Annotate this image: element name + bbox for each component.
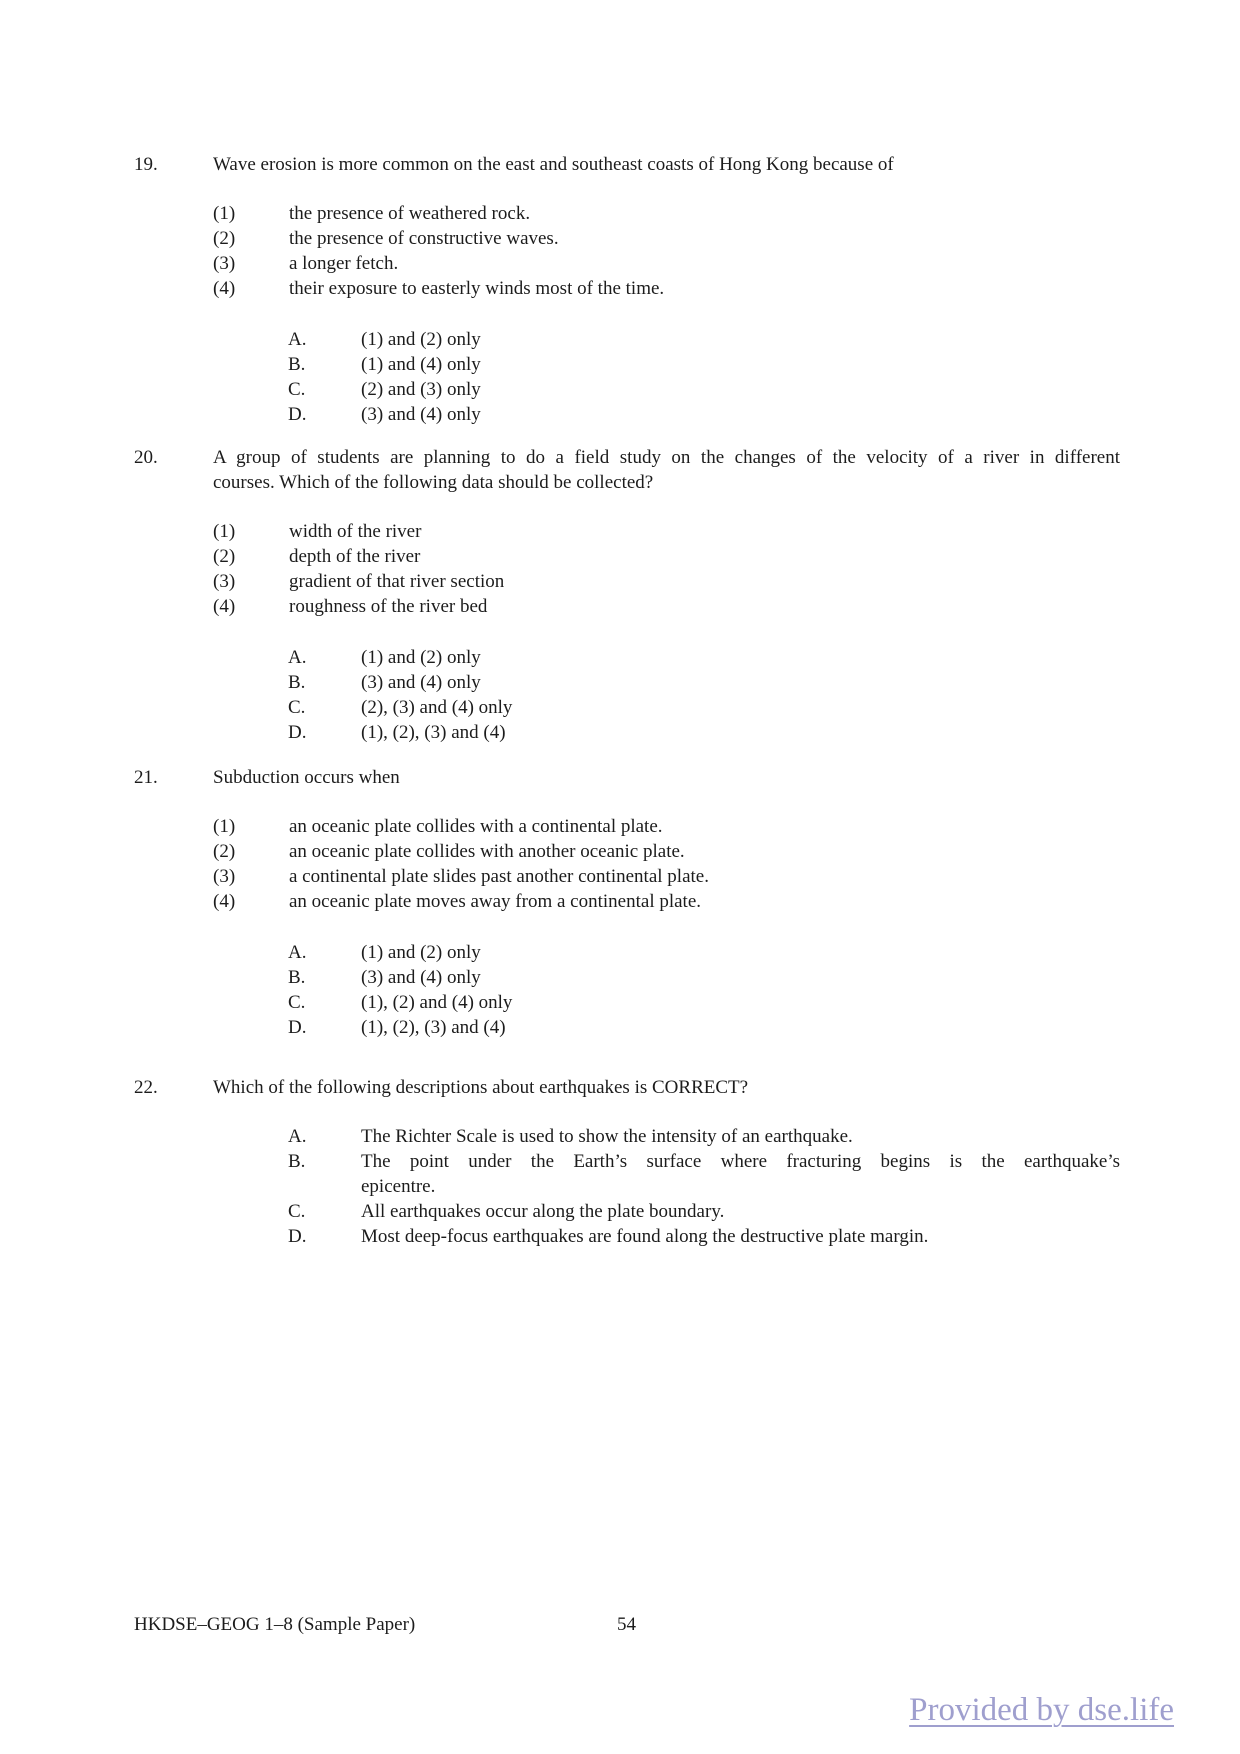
choice-letter: D. (288, 1017, 307, 1038)
option-item (213, 594, 1120, 619)
choice-row (288, 327, 1120, 352)
choice-row (288, 645, 1120, 670)
choice-text: (1) and (2) only (361, 647, 481, 668)
choice-letter: B. (288, 1151, 306, 1172)
choice-letter: D. (288, 404, 307, 425)
choice-row (288, 377, 1120, 402)
choice-letter: C. (288, 697, 306, 718)
choice-row (288, 670, 1120, 695)
option-text: the presence of constructive waves. (289, 228, 559, 249)
choice-row (288, 965, 1120, 990)
question-number: 20. (134, 447, 158, 468)
option-text: their exposure to easterly winds most of the time. (289, 278, 665, 299)
option-number: (2) (213, 228, 236, 249)
option-text: roughness of the river bed (289, 596, 488, 617)
option-item (213, 226, 1120, 251)
question-19 (134, 152, 1120, 427)
choice-row (288, 1199, 1120, 1224)
choice-letter: C. (288, 992, 306, 1013)
option-list (134, 814, 1120, 914)
option-text: an oceanic plate moves away from a continental plate. (289, 891, 702, 912)
question-number: 21. (134, 767, 158, 788)
choice-row (288, 1124, 1120, 1149)
choice-text: (2), (3) and (4) only (361, 697, 513, 718)
option-number: (4) (213, 596, 236, 617)
choice-text (361, 1149, 1120, 1199)
choice-row (288, 1149, 1120, 1199)
option-item (213, 839, 1120, 864)
choice-row (288, 940, 1120, 965)
choice-row (288, 352, 1120, 377)
option-item (213, 569, 1120, 594)
choice-text: (1), (2) and (4) only (361, 992, 513, 1013)
option-item (213, 864, 1120, 889)
choice-text-line: epicentre. (361, 1176, 436, 1197)
choice-letter: C. (288, 1201, 306, 1222)
choice-row (288, 720, 1120, 745)
option-number: (3) (213, 866, 236, 887)
choice-letter: D. (288, 1226, 307, 1247)
stem-line: A group of students are planning to do a field study on the changes of the velocity of a river in different (213, 447, 1120, 468)
choice-list (134, 940, 1120, 1040)
choice-letter: B. (288, 354, 306, 375)
choice-text: (1) and (2) only (361, 329, 481, 350)
choice-text: All earthquakes occur along the plate boundary. (361, 1201, 725, 1222)
option-number: (1) (213, 203, 236, 224)
option-number: (4) (213, 278, 236, 299)
question-stem: Subduction occurs when (213, 767, 400, 788)
choice-letter: A. (288, 647, 307, 668)
page-footer (134, 1612, 1120, 1637)
option-text: width of the river (289, 521, 422, 542)
option-item (213, 251, 1120, 276)
choice-text: (3) and (4) only (361, 967, 481, 988)
choice-list (134, 645, 1120, 745)
choice-letter: B. (288, 967, 306, 988)
choice-text: (2) and (3) only (361, 379, 481, 400)
option-item (213, 814, 1120, 839)
question-number: 19. (134, 154, 158, 175)
choice-row (288, 695, 1120, 720)
option-text: the presence of weathered rock. (289, 203, 531, 224)
choice-letter: A. (288, 942, 307, 963)
footer-page-number: 54 (617, 1614, 636, 1635)
choice-text: (1), (2), (3) and (4) (361, 1017, 506, 1038)
choice-text: Most deep-focus earthquakes are found along the destructive plate margin. (361, 1226, 929, 1247)
option-item (213, 519, 1120, 544)
option-number: (1) (213, 816, 236, 837)
choice-text: (3) and (4) only (361, 404, 481, 425)
option-text: depth of the river (289, 546, 421, 567)
option-item (213, 544, 1120, 569)
option-number: (3) (213, 571, 236, 592)
choice-row (288, 990, 1120, 1015)
choice-row (288, 1224, 1120, 1249)
choice-row (288, 402, 1120, 427)
choice-text-line: The point under the Earth’s surface where fracturing begins is the earthquake’s (361, 1151, 1120, 1172)
choice-text: The Richter Scale is used to show the intensity of an earthquake. (361, 1126, 853, 1147)
option-number: (3) (213, 253, 236, 274)
question-stem (213, 445, 1120, 495)
option-number: (4) (213, 891, 236, 912)
option-text: an oceanic plate collides with another oceanic plate. (289, 841, 685, 862)
question-number: 22. (134, 1077, 158, 1098)
option-number: (1) (213, 521, 236, 542)
stem-line: courses. Which of the following data should be collected? (213, 472, 654, 493)
choice-letter: B. (288, 672, 306, 693)
option-item (213, 889, 1120, 914)
option-text: a longer fetch. (289, 253, 399, 274)
option-text: gradient of that river section (289, 571, 505, 592)
option-text: a continental plate slides past another continental plate. (289, 866, 709, 887)
option-list (134, 519, 1120, 619)
footer-paper-title: HKDSE–GEOG 1–8 (Sample Paper) (134, 1614, 416, 1635)
choice-row (288, 1015, 1120, 1040)
question-stem: Which of the following descriptions about earthquakes is CORRECT? (213, 1077, 749, 1098)
question-stem: Wave erosion is more common on the east and southeast coasts of Hong Kong because of (213, 154, 894, 175)
choice-letter: D. (288, 722, 307, 743)
choice-text: (1) and (2) only (361, 942, 481, 963)
dse-life-watermark-link[interactable]: Provided by dse.life (909, 1692, 1174, 1728)
option-number: (2) (213, 546, 236, 567)
option-item (213, 201, 1120, 226)
option-list (134, 201, 1120, 301)
question-21 (134, 765, 1120, 1040)
choice-text: (1), (2), (3) and (4) (361, 722, 506, 743)
option-item (213, 276, 1120, 301)
option-number: (2) (213, 841, 236, 862)
choice-letter: A. (288, 329, 307, 350)
question-20 (134, 445, 1120, 745)
choice-letter: A. (288, 1126, 307, 1147)
option-text: an oceanic plate collides with a continental plate. (289, 816, 663, 837)
choice-list (134, 1124, 1120, 1249)
choice-list (134, 327, 1120, 427)
choice-letter: C. (288, 379, 306, 400)
choice-text: (3) and (4) only (361, 672, 481, 693)
question-22 (134, 1075, 1120, 1249)
choice-text: (1) and (4) only (361, 354, 481, 375)
